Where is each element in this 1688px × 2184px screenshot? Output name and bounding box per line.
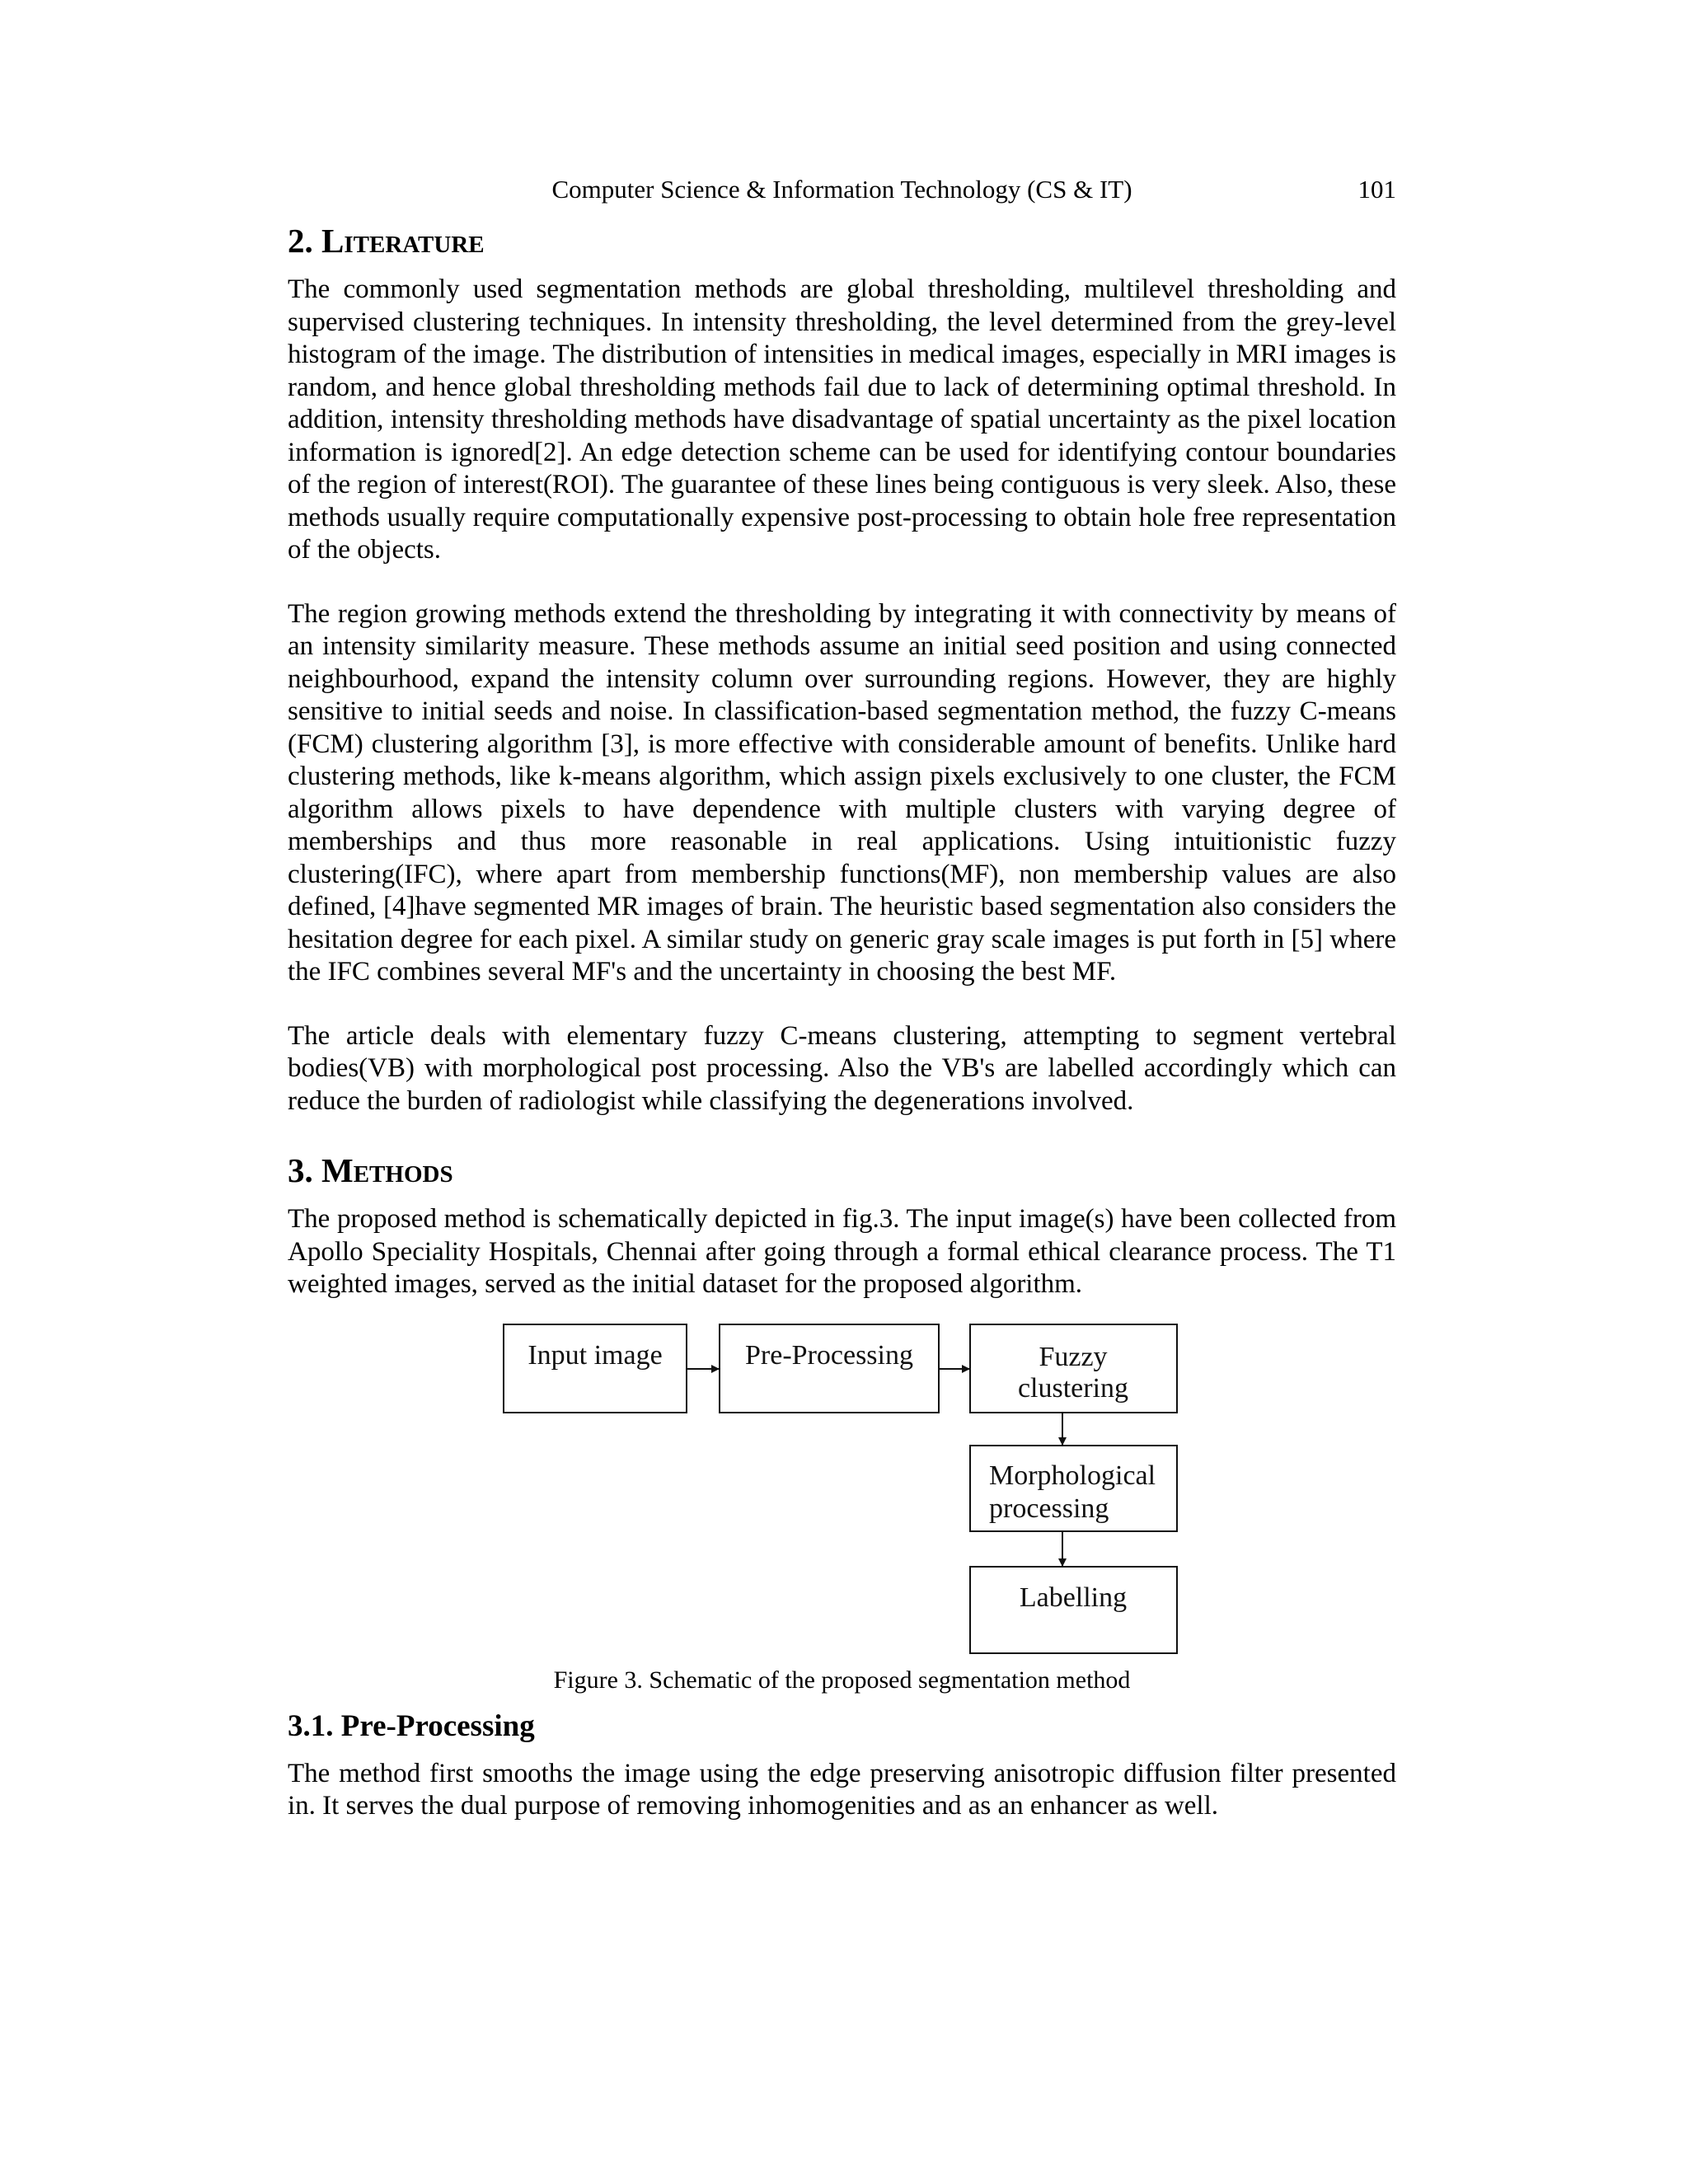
label-morph-line2: processing	[989, 1493, 1109, 1524]
figure-3-flowchart	[288, 1301, 1396, 1664]
page-content	[288, 223, 1396, 1823]
section-heading-methods: 3. Methods	[288, 1151, 453, 1189]
running-header	[288, 173, 1396, 206]
label-labelling: Labelling	[1019, 1582, 1128, 1613]
literature-paragraph-2: The region growing methods extend the thresholding by integrating it with connectivity by means of an intensity similarity measure. These methods assume an initial seed position and using connected neighbourhood, expand the intensity column over surrounding regions. However, they are highly sensitive to initial seeds and noise. In classification-based segmentation method, the fuzzy C-means (FCM) clustering algorithm [3], is more effective with considerable amount of benefits. Unlike hard clustering methods, like k-means algorithm, which assign pixels exclusively to one cluster, the FCM algorithm allows pixels to have dependence with multiple clusters with varying degree of memberships and thus more reasonable in real applications. Using intuitionistic fuzzy clustering(IFC), where apart from membership functions(MF), non membership values are also defined, [4]have segmented MR images of brain. The heuristic based segmentation also considers the hesitation degree for each pixel. A similar study on generic gray scale images is put forth in [5] where the IFC combines several MF's and the uncertainty in choosing the best MF.	[288, 598, 1396, 987]
literature-paragraph-1: The commonly used segmentation methods are global thresholding, multilevel thresholding and supervised clustering techniques. In intensity thresholding, the level determined from the grey-level histogram of the image. The distribution of intensities in medical images, especially in MRI images is random, and hence global thresholding methods fail due to lack of determining optimal threshold. In addition, intensity thresholding methods have disadvantage of spatial uncertainty as the pixel location information is ignored[2]. An edge detection scheme can be used for identifying contour boundaries of the region of interest(ROI). The guarantee of these lines being contiguous is very sleek. Also, these methods usually require computationally expensive post-processing to obtain hole free representation of the objects.	[288, 274, 1396, 565]
label-fuzzy-line1: Fuzzy	[1039, 1341, 1108, 1372]
methods-paragraph-1: The proposed method is schematically depicted in fig.3. The input image(s) have been collected from Apollo Speciality Hospitals, Chennai after going through a formal ethical clearance process. The T1 weighted images, served as the initial dataset for the proposed algorithm.	[288, 1204, 1396, 1299]
label-morph-line1: Morphological	[989, 1460, 1156, 1491]
page-number: 101	[1357, 175, 1396, 204]
figure-caption: Figure 3. Schematic of the proposed segmentation method	[553, 1666, 1131, 1694]
label-fuzzy-line2: clustering	[1017, 1372, 1129, 1404]
literature-paragraph-3: The article deals with elementary fuzzy C-means clustering, attempting to segment vertebral bodies(VB) with morphological post processing. Also the VB's are labelled accordingly which can reduce the burden of radiologist while classifying the degenerations involved.	[288, 1020, 1396, 1116]
journal-title: Computer Science & Information Technology (CS & IT)	[551, 175, 1132, 204]
preprocessing-paragraph-1: The method first smooths the image using the edge preserving anisotropic diffusion filter presented in. It serves the dual purpose of removing inhomogenities and as an enhancer as well.	[288, 1758, 1396, 1821]
section-heading-literature: 2. Literature	[288, 222, 485, 260]
label-preprocessing: Pre-Processing	[745, 1339, 913, 1371]
flowchart-diagram	[288, 1301, 1396, 1664]
label-input-image: Input image	[528, 1339, 663, 1371]
subsection-heading-preprocessing: 3.1. Pre-Processing	[288, 1708, 535, 1743]
